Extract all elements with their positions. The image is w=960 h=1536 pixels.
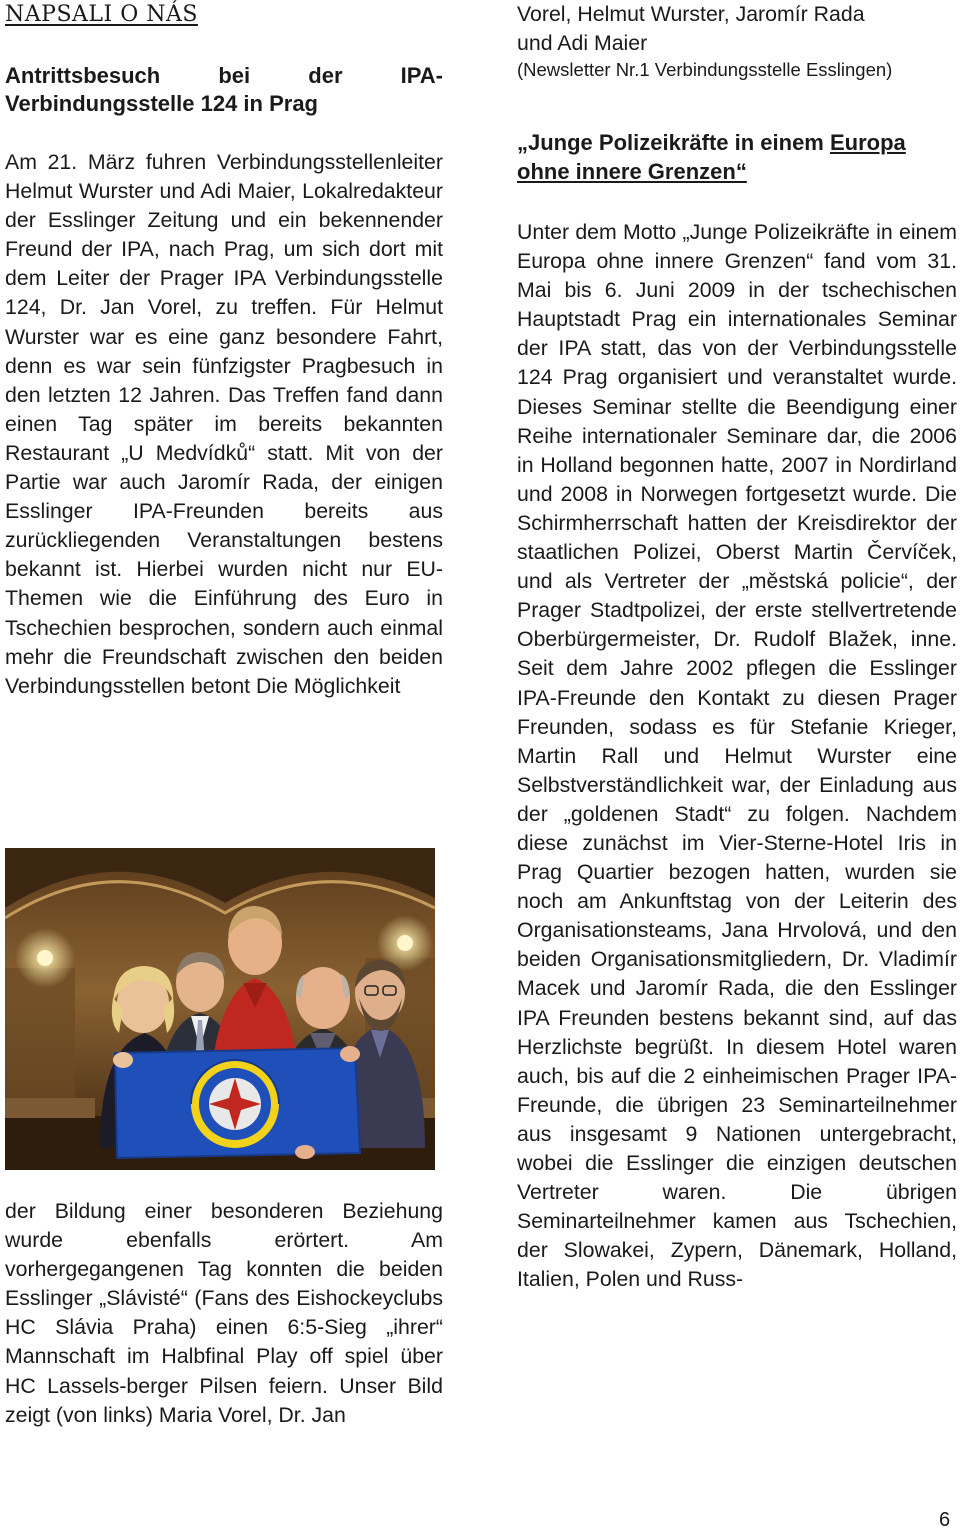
ipa-flag (113, 1046, 360, 1159)
article-title: Antrittsbesuch bei der IPA-Verbindungsstelle 124 in Prag (5, 63, 443, 116)
article2-body: Unter dem Motto „Junge Polizeikräfte in einem Europa ohne innere Grenzen“ fand vom 31. Mai bis 6. Juni 2009 in der tschechischen Hauptstadt Prag ein internationales Seminar der IPA statt, das von der Verbindungsstelle 124 Prag organisiert und veranstaltet wurde. Dieses Seminar stellte die Beendigung einer Reihe internationaler Seminare dar, die 2006 in Holland begonnen hatte, 2007 in Nordirland und 2008 in Norwegen fortgesetzt wurde. Die Schirmherrschaft hatten der Kreisdirektor der staatlichen Polizei, Oberst Martin Červíček, und als Vertreter der „městská policie“, der Prager Stadtpolizei, der erste stellvertretende Oberbürgermeister, Dr. Rudolf Blažek, inne. Seit dem Jahre 2002 pflegen die Esslinger IPA-Freunde den Kontakt zu diesen Prager Freunden, sodass es für Stefanie Krieger, Martin Rall und Helmut Wurster eine Selbstverständlichkeit war, der Einladung aus der „goldenen Stadt“ zu folgen. Nachdem diese zunächst im Vier-Sterne-Hotel Iris in Prag Quartier bezogen hatten, wurden sie noch am Ankunftstag von der Leiterin des Organisationsteams, Jana Hrvolová, und den beiden Organisationsmitgliedern, Dr. Vladimír Macek und Jaromír Rada, die den Esslinger IPA Freunden bestens bekannt sind, auf das Herzlichste begrüßt. In diesem Hotel waren auch, bis auf die 2 einheimischen Prager IPA-Freunde, die übrigen 23 Seminarteilnehmer aus insgesamt 9 Nationen untergebracht, wobei die Esslinger die einzigen deutschen Vertreter waren. Die übrigen Seminarteilnehmer kamen aus Tschechien, der Slowakei, Zypern, Dänemark, Holland, Italien, Polen und Russ- (517, 220, 957, 1292)
group-photo (5, 848, 435, 1170)
section-heading: NAPSALI O NÁS (5, 2, 198, 27)
article-body-part1: Am 21. März fuhren Verbindungsstellenleiter Helmut Wurster und Adi Maier, Lokalredakteur der Esslinger Zeitung und ein bekennender Freund der IPA, nach Prag, um sich dort mit dem Leiter der Prager IPA Verbindungsstelle 124, Dr. Jan Vorel, zu treffen. Für Helmut Wurster war es eine ganz besondere Fahrt, denn es war sein fünfzigster Pragbesuch in den letzten 12 Jahren. Das Treffen fand dann einen Tag später im bereits bekannten Restaurant „U Medvídků“ statt. Mit von der Partie war auch Jaromír Rada, der einigen Esslinger IPA-Freunden bereits aus zurückliegenden Veranstaltungen bestens bekannt ist. Hierbei wurden nicht nur EU-Themen wie die Einführung des Euro in Tschechien besprochen, sondern auch einmal mehr die Freundschaft zwischen den beiden Verbindungsstellen betont Die Möglichkeit (5, 150, 443, 698)
source-note: (Newsletter Nr.1 Verbindungsstelle Esslingen) (517, 59, 893, 80)
article-continuation (517, 0, 957, 82)
article2-title-part2: Europa ohne innere Grenzen“ (517, 130, 906, 184)
page-number: 6 (939, 1509, 951, 1531)
continuation-line: und Adi Maier (517, 31, 648, 55)
continuation-line: Vorel, Helmut Wurster, Jaromír Rada (517, 2, 865, 26)
article2-title (517, 128, 957, 186)
article2-title-part1: „Junge Polizeikräfte in einem (517, 130, 830, 155)
article-body-part2: der Bildung einer besonderen Beziehung wurde ebenfalls erörtert. Am vorhergegangenen Tag konnten die beiden Esslinger „Slávisté“ (Fans des Eishockeyclubs HC Slávia Praha) einen 6:5-Sieg „ihrer“ Mannschaft im Halbfinal Play off spiel über HC Lassels-berger Pilsen feiern. Unser Bild zeigt (von links) Maria Vorel, Dr. Jan (5, 1199, 443, 1427)
